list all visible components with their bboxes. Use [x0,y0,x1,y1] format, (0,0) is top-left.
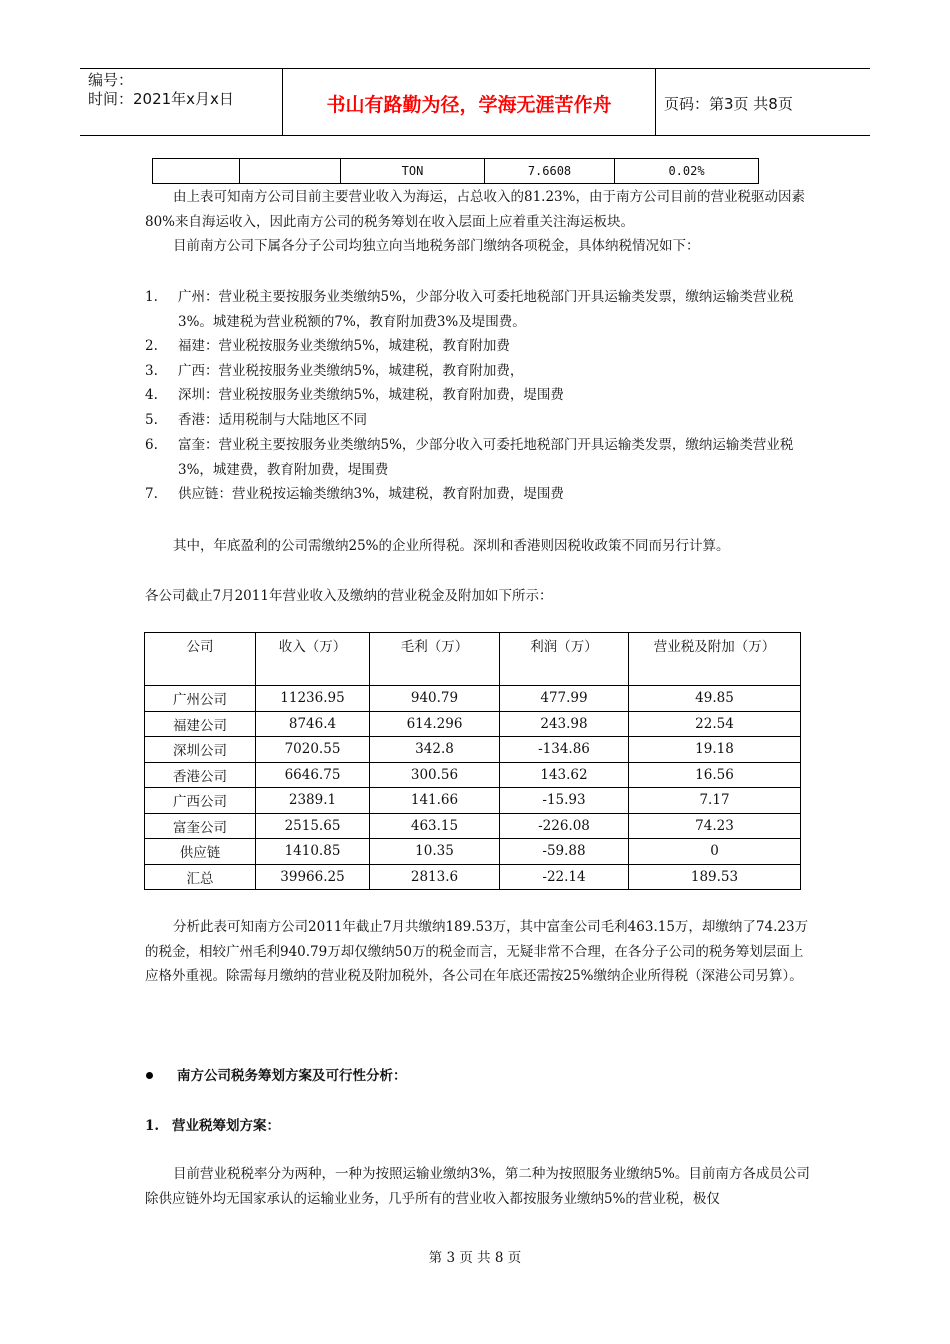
header-number-label: 编号： [88,71,134,89]
table-cell: 2515.65 [256,813,370,839]
list-number: 5. [145,412,158,428]
bullet-icon [146,1072,153,1079]
table-cell: -134.86 [500,737,629,763]
table-row [145,737,801,763]
table-header-cell: 毛利（万） [370,633,500,686]
table-cell: 0 [629,839,801,865]
list-item [145,383,815,408]
subsection-number: 1. [145,1118,160,1134]
paragraph-business-tax-rates: 目前营业税税率分为两种，一种为按照运输业缴纳3%，第二种为按照服务业缴纳5%。目前南方各成员公司除供应链外均无国家承认的运输业业务，几乎所有的营业收入都按服务业缴纳5%的营业税，极仅 [145,1166,810,1207]
table-cell: 141.66 [370,788,500,814]
list-item [145,359,815,384]
table-cell: 富奎公司 [145,813,256,839]
table-cell: 6646.75 [256,762,370,788]
table-cell: 7.6608 [485,159,615,184]
table-cell: 49.85 [629,686,801,712]
header-divider-left [282,68,283,136]
table-row [145,813,801,839]
list-number: 7. [145,486,158,502]
table-cell: 1410.85 [256,839,370,865]
table-cell: 463.15 [370,813,500,839]
table-cell: 16.56 [629,762,801,788]
header-time-label: 时间：2021年x月x日 [88,90,234,108]
list-text: 深圳：营业税按服务业类缴纳5%，城建税，教育附加费，堤围费 [178,387,564,403]
list-number: 1. [145,289,158,305]
list-item [145,482,815,507]
table-row [145,686,801,712]
table-cell: 143.62 [500,762,629,788]
header-top-rule [80,68,870,69]
header-page-label: 页码：第3页 共8页 [664,95,793,113]
table-header-cell: 营业税及附加（万） [629,633,801,686]
paragraph-analysis: 分析此表可知南方公司2011年截止7月共缴纳189.53万，其中富奎公司毛利463.15万，却缴纳了74.23万的税金，相较广州毛利940.79万却仅缴纳50万的税金而言，无疑非常不合理，在各分子公司的税务筹划层面上应格外重视。除需每月缴纳的营业税及附加税外，各公司在年底还需按25%缴纳企业所得税（深港公司另算）。 [145,919,809,984]
table-cell: 2389.1 [256,788,370,814]
subsection-title: 营业税筹划方案： [172,1118,280,1134]
table-cell: 11236.95 [256,686,370,712]
table-cell: 342.8 [370,737,500,763]
table-cell: 7020.55 [256,737,370,763]
table-row [153,159,759,184]
table-cell: 2813.6 [370,864,500,890]
table-cell: 8746.4 [256,711,370,737]
list-text: 富奎：营业税主要按服务业类缴纳5%，少部分收入可委托地税部门开具运输类发票，缴纳运输类营业税3%，城建费，教育附加费，堤围费 [178,437,794,478]
table-cell: 614.296 [370,711,500,737]
table-cell: 10.35 [370,839,500,865]
table-cell: 243.98 [500,711,629,737]
list-text: 供应链：营业税按运输类缴纳3%，城建税，教育附加费，堤围费 [178,486,564,502]
table-cell: 300.56 [370,762,500,788]
table-cell: 深圳公司 [145,737,256,763]
list-item [145,285,815,334]
table-row-total [145,864,801,890]
paragraph-table-intro: 各公司截止7月2011年营业收入及缴纳的营业税金及附加如下所示： [145,588,553,604]
table-cell: -22.14 [500,864,629,890]
section-title: 南方公司税务筹划方案及可行性分析： [177,1068,407,1084]
page-footer: 第 3 页 共 8 页 [428,1250,522,1266]
list-text: 香港：适用税制与大陆地区不同 [178,412,367,428]
table-cell: 74.23 [629,813,801,839]
table-row [145,788,801,814]
header-left-block [88,71,234,109]
header-divider-right [655,68,656,136]
table-cell: 供应链 [145,839,256,865]
table-cell: 汇总 [145,864,256,890]
list-number: 2. [145,338,158,354]
table-cell: 香港公司 [145,762,256,788]
list-item [145,433,815,482]
table-cell: 广西公司 [145,788,256,814]
paragraph-revenue-summary: 由上表可知南方公司目前主要营业收入为海运，占总收入的81.23%，由于南方公司目前的营业税驱动因素80%来自海运收入，因此南方公司的税务筹划在收入层面上应着重关注海运板块。 [145,189,805,230]
list-item [145,334,815,359]
table-header-row [145,633,801,686]
list-text: 广州：营业税主要按服务业类缴纳5%，少部分收入可委托地税部门开具运输类发票，缴纳运输类营业税3%。城建税为营业税额的7%，教育附加费3%及堤围费。 [178,289,794,330]
table-cell: 39966.25 [256,864,370,890]
table-cell: TON [341,159,485,184]
table-cell: -226.08 [500,813,629,839]
table-cell: 0.02% [615,159,759,184]
header-bottom-rule [80,135,870,136]
list-text: 福建：营业税按服务业类缴纳5%，城建税，教育附加费 [178,338,510,354]
table-cell [153,159,240,184]
table-cell: 940.79 [370,686,500,712]
table-header-cell: 公司 [145,633,256,686]
table-cell: 福建公司 [145,711,256,737]
table-cell: 477.99 [500,686,629,712]
paragraph-income-tax: 其中，年底盈利的公司需缴纳25%的企业所得税。深圳和香港则因税收政策不同而另行计算。 [173,538,730,554]
table-cell: 广州公司 [145,686,256,712]
table-cell: 189.53 [629,864,801,890]
list-number: 4. [145,387,158,403]
table-cell: -59.88 [500,839,629,865]
revenue-tax-table [144,632,801,890]
paragraph-tax-intro: 目前南方公司下属各分子公司均独立向当地税务部门缴纳各项税金，具体纳税情况如下： [173,238,700,254]
table-cell: 22.54 [629,711,801,737]
continued-table [152,158,759,184]
table-cell: -15.93 [500,788,629,814]
table-cell: 7.17 [629,788,801,814]
header-motto: 书山有路勤为径，学海无涯苦作舟 [326,94,612,116]
list-number: 3. [145,363,158,379]
table-cell: 19.18 [629,737,801,763]
list-item [145,408,815,433]
table-header-cell: 利润（万） [500,633,629,686]
table-row [145,711,801,737]
table-header-cell: 收入（万） [256,633,370,686]
table-row [145,762,801,788]
table-cell [240,159,341,184]
list-number: 6. [145,437,158,453]
list-text: 广西：营业税按服务业类缴纳5%，城建税，教育附加费， [178,363,524,379]
table-row [145,839,801,865]
